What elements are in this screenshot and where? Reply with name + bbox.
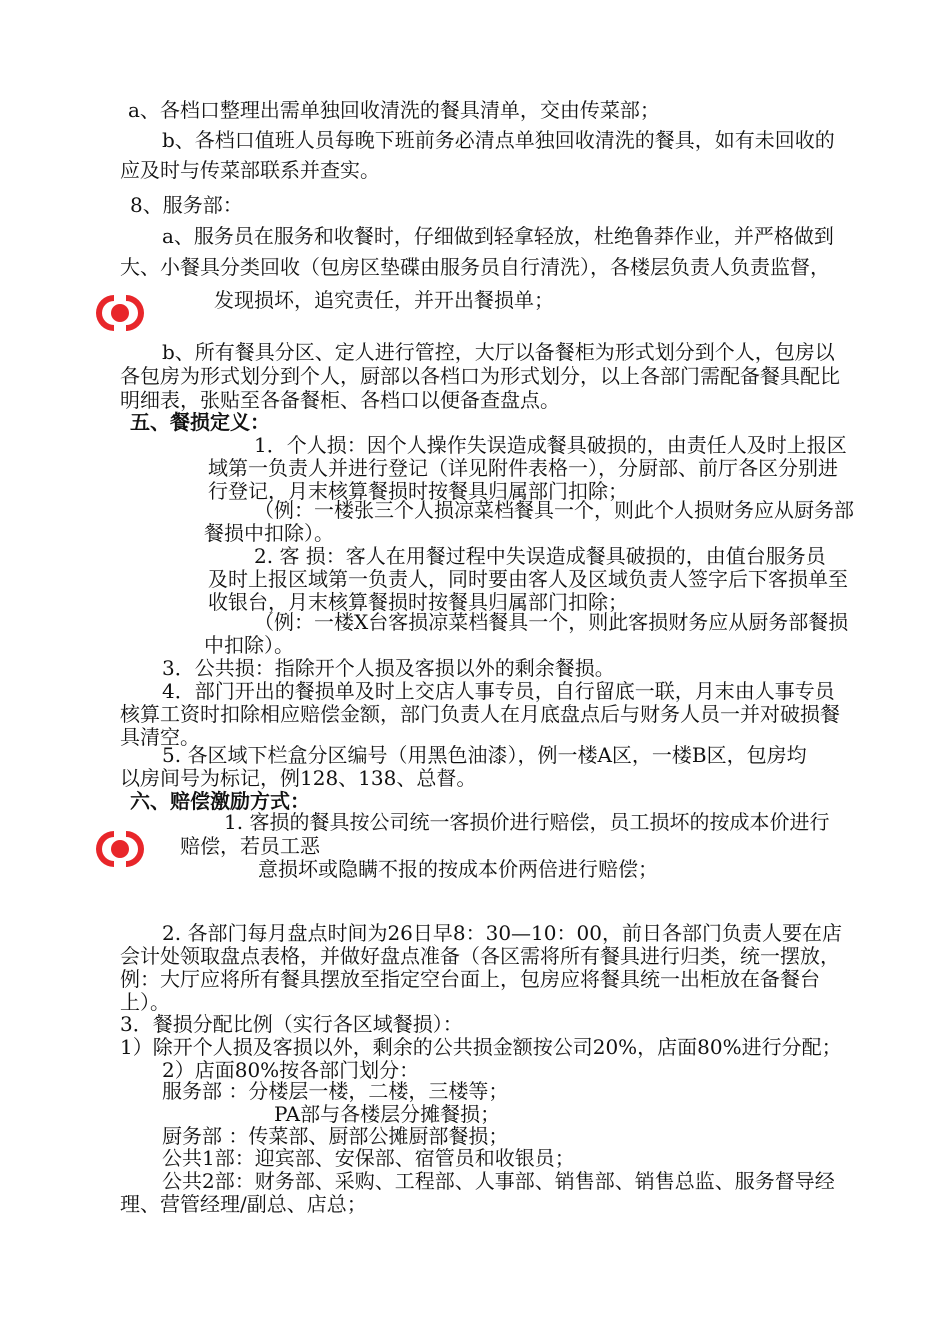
company-logo-icon xyxy=(84,291,156,335)
paragraph-line: 赔偿，若员工恶 xyxy=(180,834,320,858)
paragraph-line: 1．个人损：因个人操作失误造成餐具破损的，由责任人及时上报区 xyxy=(254,433,847,457)
paragraph-line: 理、营管经理/副总、店总； xyxy=(120,1192,367,1216)
paragraph-line: 2）店面80%按各部门划分： xyxy=(162,1058,420,1082)
paragraph-line: 明细表，张贴至各备餐柜、各档口以便备查盘点。 xyxy=(120,388,560,412)
paragraph-line: 核算工资时扣除相应赔偿金额，部门负责人在月底盘点后与财务人员一并对破损餐 xyxy=(120,702,840,726)
section-heading: 六、赔偿激励方式： xyxy=(130,789,310,813)
paragraph-line: 具清空。 xyxy=(120,725,200,749)
paragraph-line: 意损坏或隐瞒不报的按成本价两倍进行赔偿； xyxy=(258,857,658,881)
paragraph-line: 1）除开个人损及客损以外，剩余的公共损金额按公司20%，店面80%进行分配； xyxy=(120,1035,842,1059)
paragraph-line: 厨务部 ：传菜部、厨部公摊厨部餐损； xyxy=(162,1124,509,1148)
section-item: 8、服务部： xyxy=(130,193,243,217)
paragraph-line: 会计处领取盘点表格，并做好盘点准备（各区需将所有餐具进行归类，统一摆放， xyxy=(120,944,840,968)
paragraph-line: 中扣除）。 xyxy=(204,633,294,657)
paragraph-line: 上）。 xyxy=(120,990,170,1014)
paragraph-line: 发现损坏，追究责任，并开出餐损单； xyxy=(214,288,554,312)
paragraph-line: 公共2部：财务部、采购、工程部、人事部、销售部、销售总监、服务督导经 xyxy=(162,1169,835,1193)
paragraph-line: 及时上报区域第一负责人，同时要由客人及区域负责人签字后下客损单至 xyxy=(208,567,848,591)
company-logo-icon xyxy=(84,827,156,871)
paragraph-line: PA部与各楼层分摊餐损； xyxy=(274,1102,501,1126)
paragraph-line: 2. 各部门每月盘点时间为26日早8：30—10：00，前日各部门负责人要在店 xyxy=(162,921,842,945)
paragraph-line: 以房间号为标记，例128、138、总督。 xyxy=(120,766,477,790)
paragraph-line: （例：一楼X台客损凉菜档餐具一个，则此客损财务应从厨务部餐损 xyxy=(254,610,849,634)
paragraph-line: 应及时与传菜部联系并查实。 xyxy=(120,158,380,182)
paragraph-line: 公共1部：迎宾部、安保部、宿管员和收银员； xyxy=(162,1146,575,1170)
paragraph-line: 各包房为形式划分到个人，厨部以各档口为形式划分，以上各部门需配备餐具配比 xyxy=(120,364,840,388)
paragraph-line: a、服务员在服务和收餐时，仔细做到轻拿轻放，杜绝鲁莽作业，并严格做到 xyxy=(162,224,834,248)
paragraph-line: 域第一负责人并进行登记（详见附件表格一），分厨部、前厅各区分别进 xyxy=(208,456,838,480)
paragraph-line: 餐损中扣除）。 xyxy=(204,521,334,545)
paragraph-line: 1. 客损的餐具按公司统一客损价进行赔偿，员工损坏的按成本价进行 xyxy=(224,810,830,834)
paragraph-line: a、各档口整理出需单独回收清洗的餐具清单，交由传菜部； xyxy=(128,98,660,122)
paragraph-line: 3．公共损：指除开个人损及客损以外的剩余餐损。 xyxy=(162,656,615,680)
paragraph-line: b、各档口值班人员每晚下班前务必清点单独回收清洗的餐具，如有未回收的 xyxy=(162,128,835,152)
paragraph-line: 行登记，月末核算餐损时按餐具归属部门扣除； xyxy=(208,479,628,503)
paragraph-line: 3．餐损分配比例（实行各区域餐损）： xyxy=(120,1012,463,1036)
paragraph-line: （例：一楼张三个人损凉菜档餐具一个，则此个人损财务应从厨务部 xyxy=(254,498,854,522)
paragraph-line: 5. 各区域下栏盒分区编号（用黑色油漆），例一楼A区，一楼B区，包房均 xyxy=(162,743,807,767)
paragraph-line: 例：大厅应将所有餐具摆放至指定空台面上，包房应将餐具统一出柜放在备餐台 xyxy=(120,967,820,991)
paragraph-line: 4．部门开出的餐损单及时上交店人事专员，自行留底一联，月末由人事专员 xyxy=(162,679,835,703)
paragraph-line: 2. 客 损：客人在用餐过程中失误造成餐具破损的，由值台服务员 xyxy=(254,544,826,568)
section-heading: 五、餐损定义： xyxy=(130,410,270,434)
paragraph-line: 大、小餐具分类回收（包房区垫碟由服务员自行清洗），各楼层负责人负责监督， xyxy=(120,255,830,279)
paragraph-line: 收银台，月末核算餐损时按餐具归属部门扣除； xyxy=(208,590,628,614)
paragraph-line: 服务部 ：分楼层一楼，二楼，三楼等； xyxy=(162,1079,509,1103)
paragraph-line: b、所有餐具分区、定人进行管控，大厅以备餐柜为形式划分到个人，包房以 xyxy=(162,340,835,364)
